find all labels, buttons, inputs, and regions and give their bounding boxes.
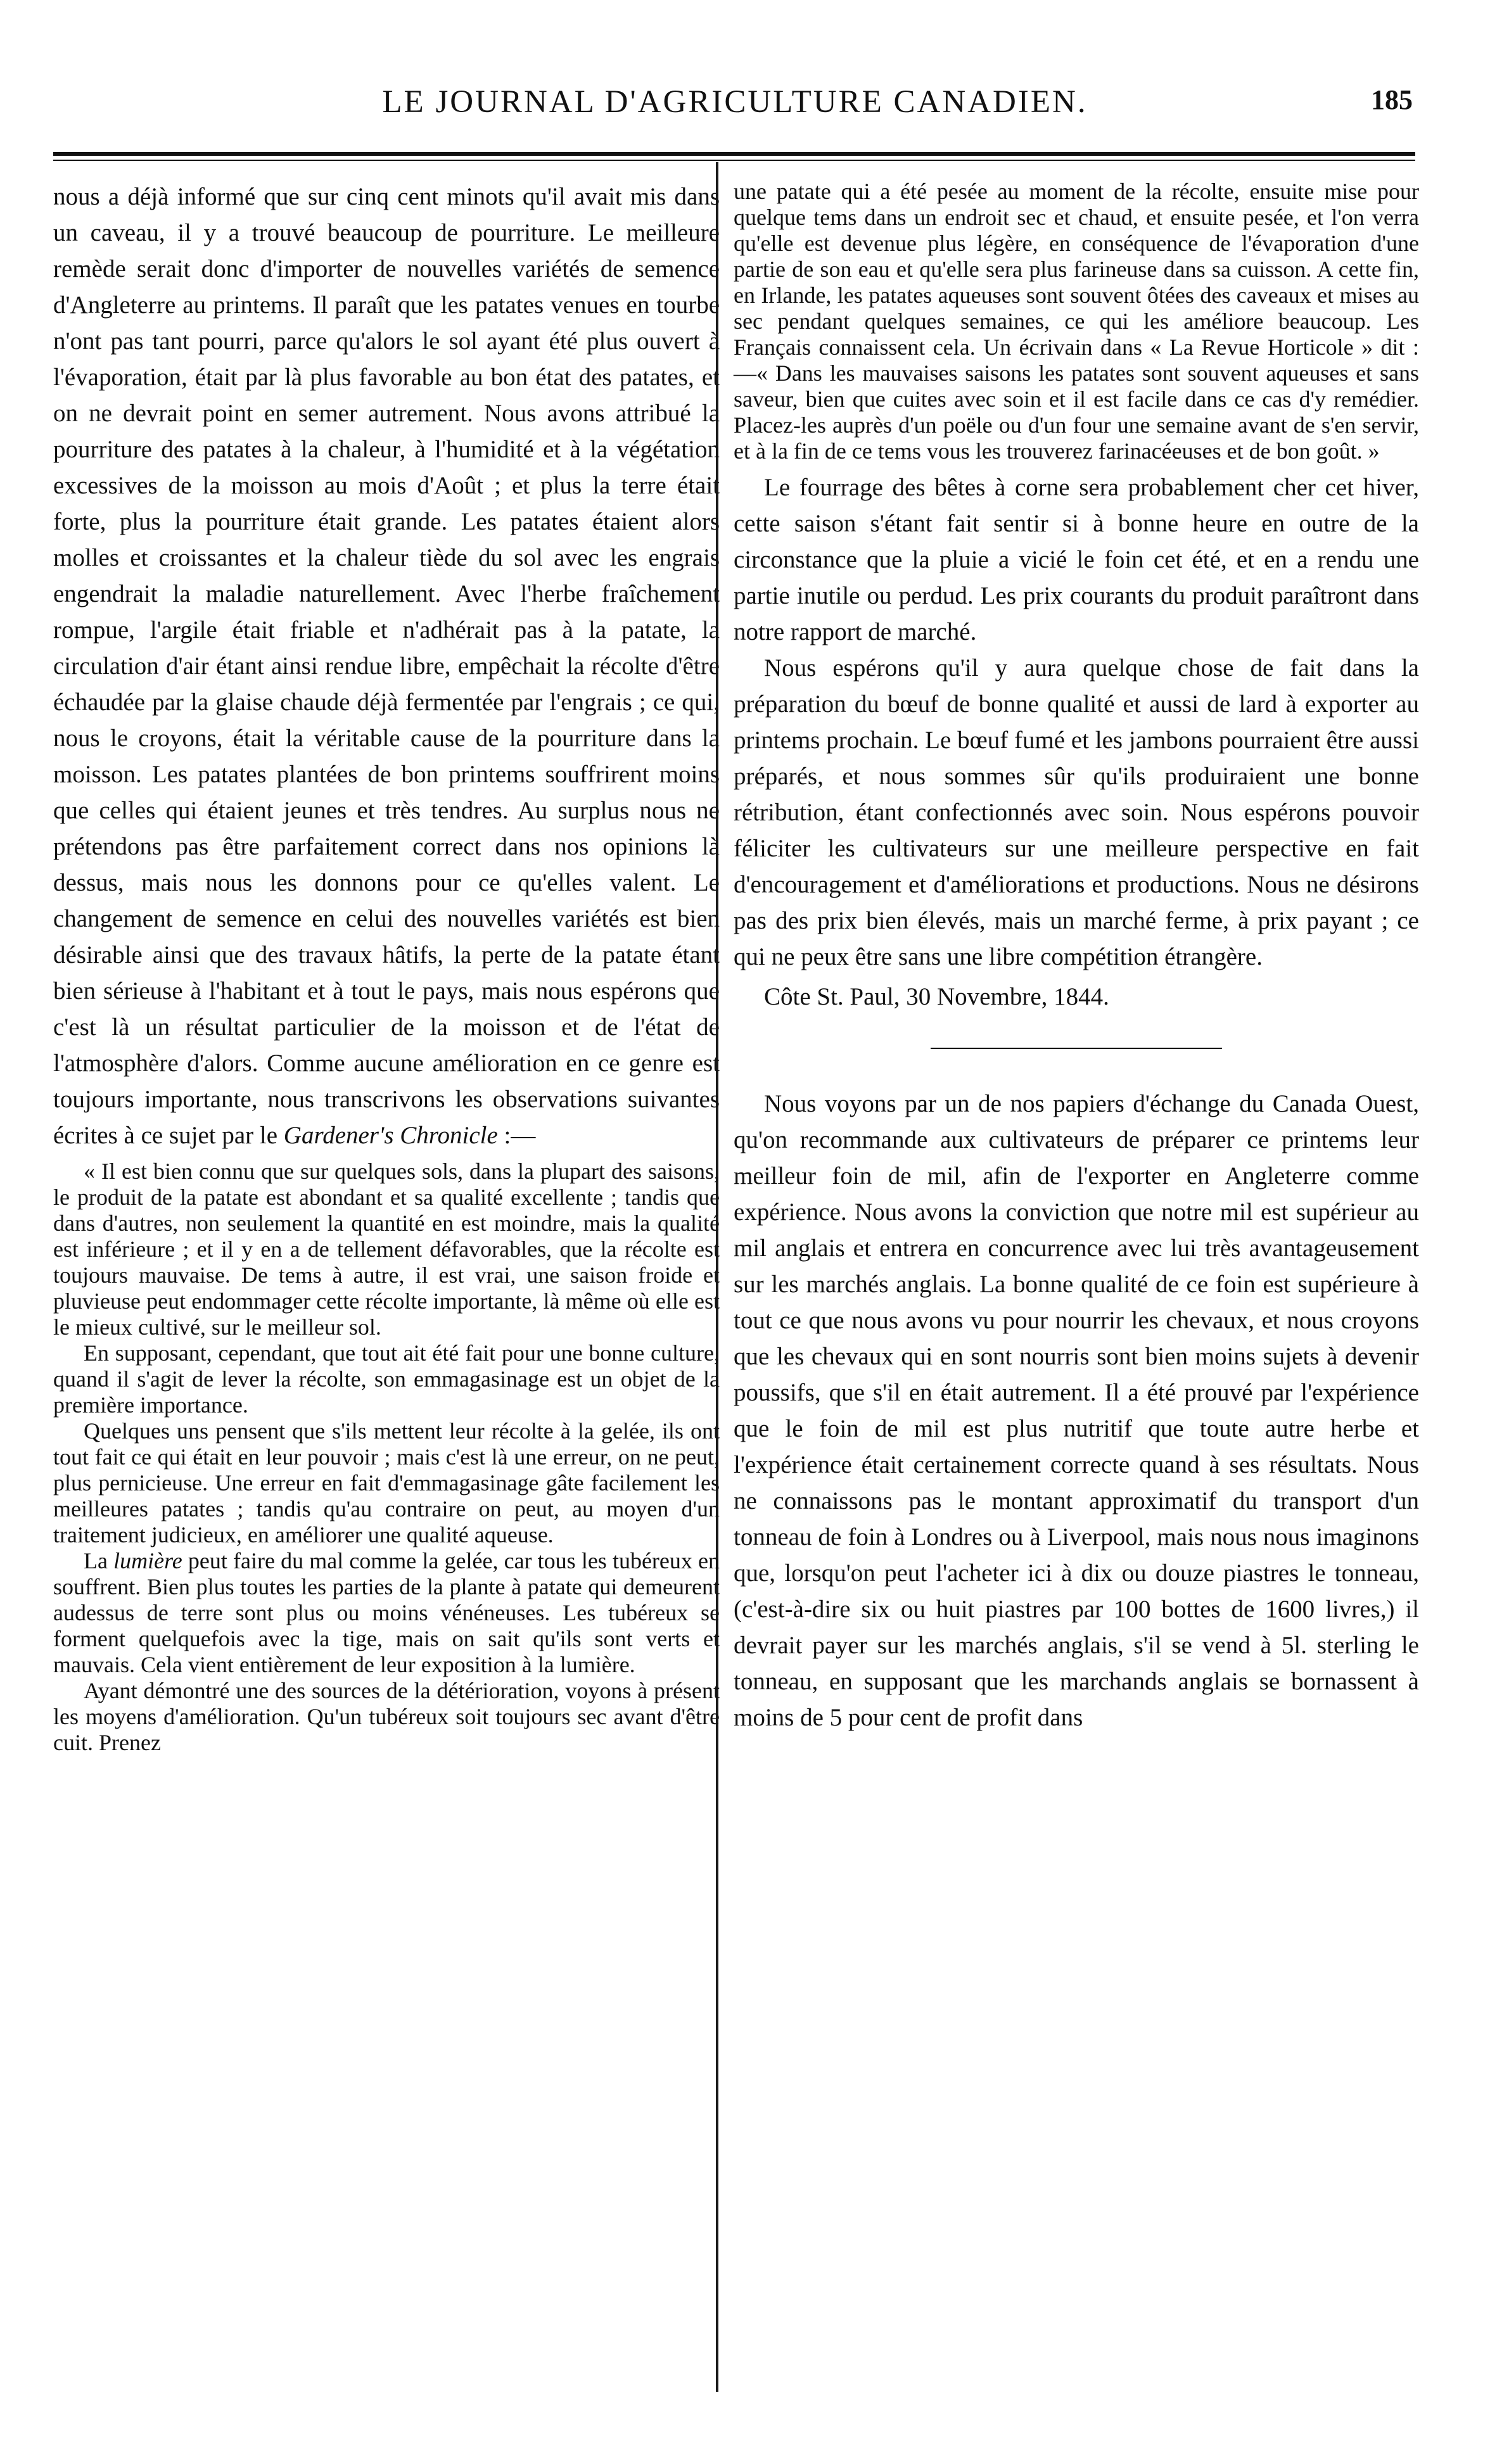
right-column [734, 179, 1419, 1736]
section-divider [931, 1048, 1222, 1049]
quote-paragraph: « Il est bien connu que sur quelques sols, dans la plupart des saisons, le produit de la patate est abondant et sa qualité excellente ; tandis que dans d'autres, non seulement la quantité en est moindre, mais la qualité est inférieure ; et il y en a de tellement défavorables, que la récolte est toujours mauvaise. De tems à autre, il est vrai, une saison froide et pluvieuse peut endommager cette récolte importante, là même où elle est le mieux cultivé, sur le meilleur sol. [53, 1159, 720, 1340]
paragraph: Nous voyons par un de nos papiers d'échange du Canada Ouest, qu'on recommande aux cultivateurs de préparer ce printems leur meilleur foin de mil, afin de l'exporter en Angleterre comme expérience. Nous avons la conviction que notre mil est supérieur au mil anglais et entrera en concurrence avec lui très avantageusement sur les marchés anglais. La bonne qualité de ce foin est supérieure à tout ce que nous avons vu pour nourrir les chevaux, et nous croyons que les chevaux qui en sont nourris sont bien moins sujets à devenir poussifs, que s'il en était autrement. Il a été prouvé par l'expérience que le foin de mil est plus nutritif que toute autre herbe et l'expérience était certainement correcte quand à ses résultats. Nous ne connaissons pas le montant approximatif du transport d'un tonneau de foin à Londres ou à Liverpool, mais nous nous imaginons que, lorsqu'on peut l'acheter ici à dix ou douze piastres le tonneau, (c'est-à-dire six ou huit piastres par 100 bottes de 1600 livres,) il devrait payer sur les marchés anglais, s'il se vend à 5l. sterling le tonneau, en supposant que les marchands anglais se bornassent à moins de 5 pour cent de profit dans [734, 1090, 1419, 1731]
paragraph: Nous espérons qu'il y aura quelque chose de fait dans la préparation du bœuf de bonne qualité et aussi de lard à exporter au printems prochain. Le bœuf fumé et les jambons pourraient être aussi préparés, et nous sommes sûr qu'ils produiraient une bonne rétribution, étant confectionnés avec soin. Nous espérons pouvoir féliciter les cultivateurs sur une meilleure perspective en fait d'encouragement et d'améliorations et productions. Nous ne désirons pas des prix bien élevés, mais un marché ferme, à prix payant ; ce qui ne peux être sans une libre compétition étrangère. [734, 654, 1419, 970]
quote-prefix: La [84, 1548, 114, 1573]
page-header [51, 75, 1419, 132]
quote-paragraph: En supposant, cependant, que tout ait été fait pour une bonne culture, quand il s'agit de lever la récolte, son emmagasinage est un objet de la première importance. [53, 1340, 720, 1418]
quote-text: peut faire du mal comme la gelée, car tous les tubéreux en souffrent. Bien plus toutes les parties de la plante à patate qui demeurent audessus de terre sont plus ou moins vénéneuses. Les tubéreux se forment quelquefois avec la tige, mais on sait qu'ils sont verts et mauvais. Cela vient entièrement de leur exposition à la lumière. [53, 1548, 720, 1677]
header-rule [53, 152, 1415, 156]
page-number: 185 [1371, 84, 1413, 115]
emphasis-word: lumière [113, 1548, 182, 1573]
quote-paragraph: une patate qui a été pesée au moment de la récolte, ensuite mise pour quelque tems dans un endroit sec et chaud, et ensuite pesée, et l'on verra qu'elle est devenue plus légère, en conséquence de l'évaporation d'une partie de son eau et qu'elle sera plus farineuse dans sa cuisson. A cette fin, en Irlande, les patates aqueuses sont souvent ôtées des caveaux et mises au sec pendant quelques semaines, ce qui les améliore beaucoup. Les Français connaissent cela. Un écrivain dans « La Revue Horticole » dit :—« Dans les mauvaises saisons les patates sont souvent aqueuses et sans saveur, bien que cuites avec soin et il est facile dans ce cas d'y remédier. Placez-les auprès d'un poële ou d'un four une semaine avant de s'en servir, et à la fin de ce tems vous les trouverez farinacéeuses et de bon goût. » [734, 179, 1419, 464]
journal-title: LE JOURNAL D'AGRICULTURE CANADIEN. [382, 84, 1088, 120]
source-title: Gardener's Chronicle [283, 1122, 498, 1149]
header-rule-thin [53, 160, 1415, 161]
left-column [53, 179, 720, 1756]
quote-paragraph: Quelques uns pensent que s'ils mettent leur récolte à la gelée, ils ont tout fait ce qui était en leur pouvoir ; mais c'est là une erreur, on ne peut, plus pernicieuse. Une erreur en fait d'emmagasinage gâte facilement les meilleures patates ; tandis qu'au contraire on peut, au moyen d'un traitement judicieux, en améliorer une qualité aqueuse. [53, 1418, 720, 1547]
paragraph [53, 179, 720, 1153]
paragraph: Le fourrage des bêtes à corne sera probablement cher cet hiver, cette saison s'étant fait sentir si à bonne heure en outre de la circonstance que la pluie a vicié le foin cet été, et en a rendu une partie inutile ou perdud. Les prix courants du produit paraîtront dans notre rapport de marché. [734, 474, 1419, 645]
dateline-signature: Côte St. Paul, 30 Novembre, 1844. [764, 983, 1109, 1010]
quote-paragraph [53, 1548, 720, 1678]
quote-paragraph: Ayant démontré une des sources de la détérioration, voyons à présent les moyens d'amélioration. Qu'un tubéreux soit toujours sec avant d'être cuit. Prenez [53, 1678, 720, 1755]
source-suffix: :— [497, 1122, 536, 1149]
paragraph-text: nous a déjà informé que sur cinq cent minots qu'il avait mis dans un caveau, il y a trouvé beaucoup de pourriture. Le meilleure remède serait donc d'importer de nouvelles variétés de semence d'Angleterre au printems. Il paraît que les patates venues en tourbe n'ont pas tant pourri, parce qu'alors le sol ayant été plus ouvert à l'évaporation, était par là plus favorable au bon état des patates, et on ne devrait point en semer autrement. Nous avons attribué la pourriture des patates à la chaleur, à l'humidité et à la végétation excessives de la moisson au mois d'Août ; et plus la terre était forte, plus la pourriture était grande. Les patates étaient alors molles et croissantes et la chaleur tiède du sol avec les engrais engendrait la maladie naturellement. Avec l'herbe fraîchement rompue, l'argile était friable et n'adhérait pas à la patate, la circulation d'air étant ainsi rendue libre, empêchait la récolte d'être échaudée par la glaise chaude déjà fermentée par l'engrais ; ce qui, nous le croyons, était la véritable cause de la pourriture dans la moisson. Les patates plantées de bon printems souffrirent moins que celles qui étaient jeunes et très tendres. Au surplus nous ne prétendons pas être parfaitement correct dans nos opinions là dessus, mais nous les donnons pour ce qu'elles valent. Le changement de semence en celui des nouvelles variétés est bien désirable ainsi que des travaux hâtifs, la perte de la patate étant bien sérieuse à l'habitant et à tout le pays, mais nous espérons que c'est là un résultat particulier de la moisson et de l'état de l'atmosphère d'alors. Comme aucune amélioration en ce genre est toujours importante, nous transcrivons les observations suivantes écrites à ce sujet par le [53, 183, 720, 1149]
